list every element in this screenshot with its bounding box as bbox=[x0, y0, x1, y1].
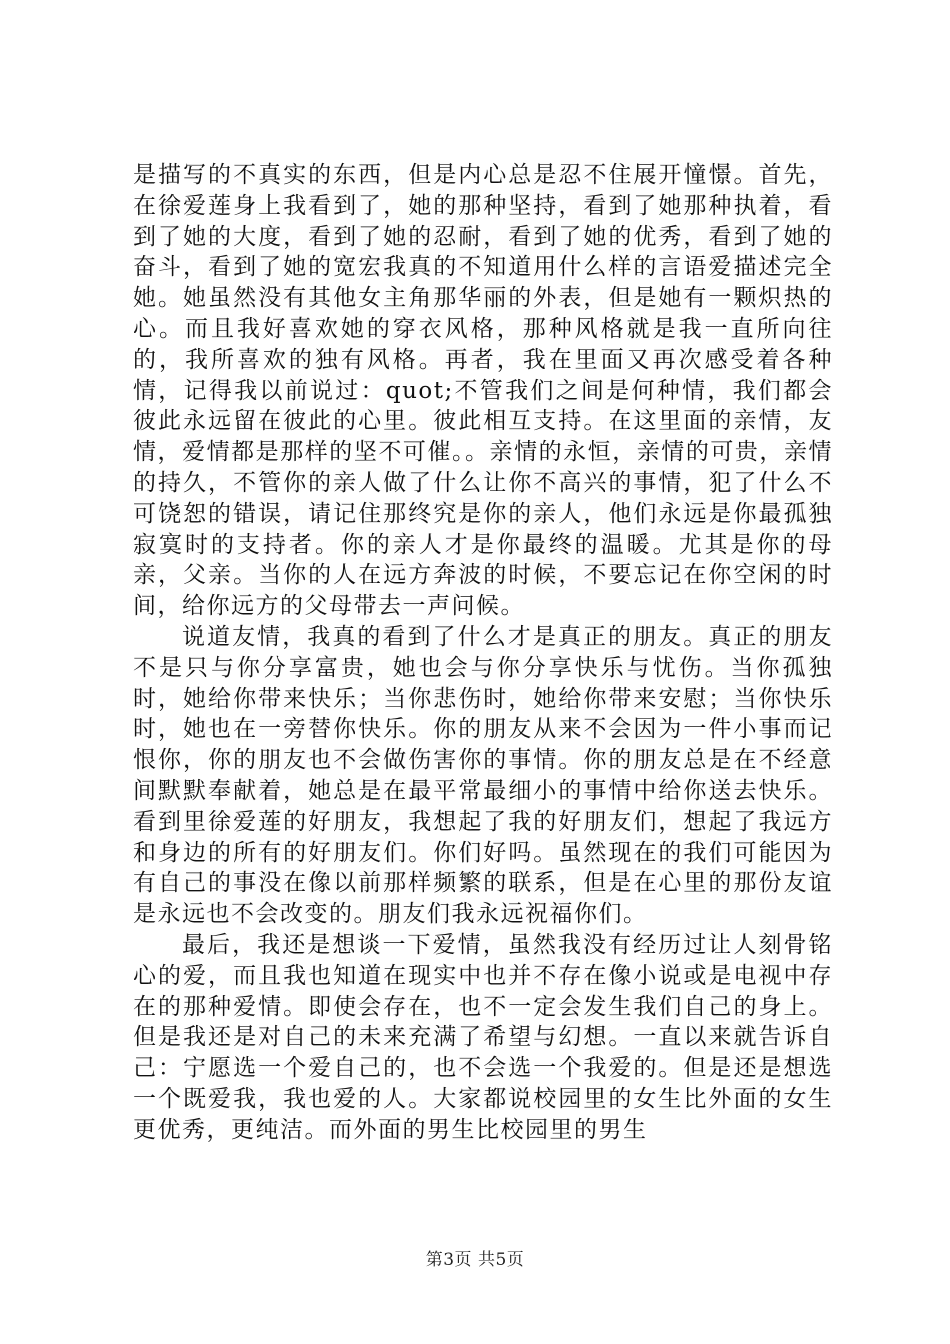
page-number-footer: 第3页 共5页 bbox=[425, 1250, 525, 1270]
paragraph-friendship: 说道友情，我真的看到了什么才是真正的朋友。真正的朋友不是只与你分享富贵，她也会与你分享快乐与忧伤。当你孤独时，她给你带来快乐；当你悲伤时，她给你带来安慰；当你快乐时，她也在一旁替你快乐。你的朋友从来不会因为一件小事而记恨你，你的朋友也不会做伤害你的事情。你的朋友总是在不经意间默默奉献着，她总是在最平常最细小的事情中给你送去快乐。看到里徐爱莲的好朋友，我想起了我的好朋友们，想起了我远方和身边的所有的好朋友们。你们好吗。虽然现在的我们可能因为有自己的事没在像以前那样频繁的联系，但是在心里的那份友谊是永远也不会改变的。朋友们我永远祝福你们。 bbox=[133, 623, 833, 928]
paragraph-love: 最后，我还是想谈一下爱情，虽然我没有经历过让人刻骨铭心的爱，而且我也知道在现实中也并不存在像小说或是电视中存在的那种爱情。即使会存在，也不一定会发生我们自己的身上。但是我还是对自己的未来充满了希望与幻想。一直以来就告诉自己：宁愿选一个爱自己的，也不会选一个我爱的。但是还是想选一个既爱我，我也爱的人。大家都说校园里的女生比外面的女生更优秀，更纯洁。而外面的男生比校园里的男生 bbox=[133, 931, 833, 1143]
paragraph-continued: 是描写的不真实的东西，但是内心总是忍不住展开憧憬。首先，在徐爱莲身上我看到了，她的那种坚持，看到了她那种执着，看到了她的大度，看到了她的忍耐，看到了她的优秀，看到了她的奋斗，看到了她的宽宏我真的不知道用什么样的言语爱描述完全她。她虽然没有其他女主角那华丽的外表，但是她有一颗炽热的心。而且我好喜欢她的穿衣风格，那种风格就是我一直所向往的，我所喜欢的独有风格。再者，我在里面又再次感受着各种情，记得我以前说过：quot;不管我们之间是何种情，我们都会彼此永远留在彼此的心里。彼此相互支持。在这里面的亲情，友情，爱情都是那样的坚不可催。。亲情的永恒，亲情的可贵，亲情的持久，不管你的亲人做了什么让你不高兴的事情，犯了什么不可饶恕的错误，请记住那终究是你的亲人，他们永远是你最孤独寂寞时的支持者。你的亲人才是你最终的温暖。尤其是你的母亲，父亲。当你的人在远方奔波的时候，不要忘记在你空闲的时间，给你远方的父母带去一声问候。 bbox=[133, 162, 833, 620]
document-body bbox=[133, 160, 833, 1146]
